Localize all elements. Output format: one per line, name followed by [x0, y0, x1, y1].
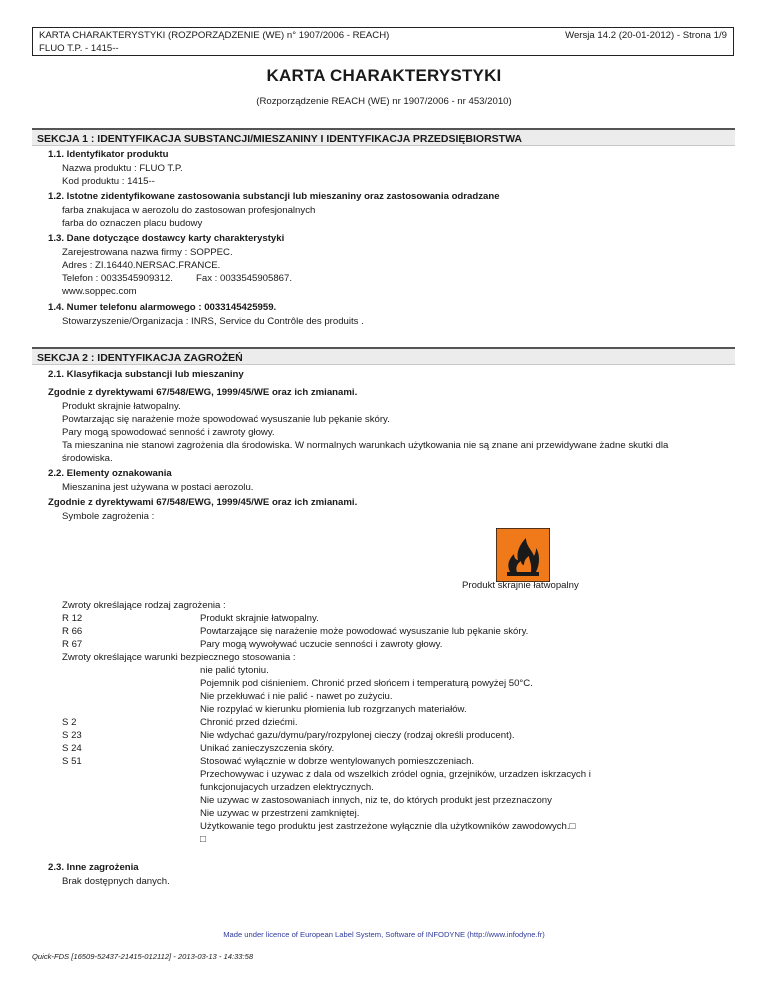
s-phrase-text: Nie rozpylać w kierunku płomienia lub rozgrzanych materiałów.: [200, 704, 467, 715]
s-phrases-label: Zwroty określające warunki bezpiecznego stosowania :: [62, 652, 296, 663]
header-version-page: Wersja 14.2 (20-01-2012) - Strona 1/9: [565, 30, 727, 41]
emergency-organisation: Stowarzyszenie/Organizacja : INRS, Service du Contrôle des produits .: [62, 316, 364, 327]
s-phrase-code: S 51: [62, 756, 82, 767]
s-phrase-text: Nie uzywac w przestrzeni zamkniętej.: [200, 808, 360, 819]
r-phrases-label: Zwroty określające rodzaj zagrożenia :: [62, 600, 226, 611]
flame-icon: [496, 528, 550, 582]
classification-line: środowiska.: [62, 453, 113, 464]
directive-note: Zgodnie z dyrektywami 67/548/EWG, 1999/45/WE oraz ich zmianami.: [48, 497, 358, 508]
s-phrase-code: S 2: [62, 717, 77, 728]
r-phrase-code: R 66: [62, 626, 83, 637]
classification-line: Pary mogą spowodować senność i zawroty głowy.: [62, 427, 275, 438]
s-phrase-code: S 24: [62, 743, 82, 754]
s-phrase-text: □: [200, 834, 206, 845]
classification-line: Produkt skrajnie łatwopalny.: [62, 401, 181, 412]
s-phrase-text: Przechowywac i uzywac z dala od wszelkich zródel ognia, grzejników, urzadzen iskrzacych i: [200, 769, 591, 780]
s-phrase-text: nie palić tytoniu.: [200, 665, 269, 676]
r-phrase-code: R 12: [62, 613, 83, 624]
pictogram-caption: Produkt skrajnie łatwopalny: [462, 580, 579, 591]
page-title: KARTA CHARAKTERYSTYKI: [266, 66, 502, 85]
subsection-1-4-title: 1.4. Numer telefonu alarmowego : 0033145425959.: [48, 302, 277, 313]
identified-use: farba znakujaca w aerozolu do zastosowan profesjonalnych: [62, 205, 316, 216]
company-website[interactable]: www.soppec.com: [62, 286, 137, 297]
s-phrase-text: Nie przekłuwać i nie palić - nawet po zużyciu.: [200, 691, 393, 702]
r-phrase-code: R 67: [62, 639, 83, 650]
classification-line: Ta mieszanina nie stanowi zagrożenia dla środowiska. W normalnych warunkach użytkowania nie są znane ani przewidywane żadne skutki dla: [62, 440, 669, 451]
r-phrase-text: Powtarzające się narażenie może powodować wysuszanie lub pękanie skóry.: [200, 626, 529, 637]
company-fax: Fax : 0033545905867.: [196, 273, 293, 284]
section-1-heading: SEKCJA 1 : IDENTYFIKACJA SUBSTANCJI/MIESZANINY I IDENTYFIKACJA PRZEDSIĘBIORSTWA: [32, 128, 735, 146]
header-regulation: KARTA CHARAKTERYSTYKI (ROZPORZĄDZENIE (WE) n° 1907/2006 - REACH): [39, 30, 390, 41]
directive-note: Zgodnie z dyrektywami 67/548/EWG, 1999/45/WE oraz ich zmianami.: [48, 387, 358, 398]
subsection-2-1-title: 2.1. Klasyfikacja substancji lub mieszaniny: [48, 369, 244, 380]
section-2-heading: SEKCJA 2 : IDENTYFIKACJA ZAGROŻEŃ: [32, 347, 735, 365]
aerosol-note: Mieszanina jest używana w postaci aerozolu.: [62, 482, 254, 493]
s-phrase-text: Pojemnik pod ciśnieniem. Chronić przed słońcem i temperaturą powyżej 50°C.: [200, 678, 533, 689]
classification-line: Powtarzając się narażenie może spowodować wysuszanie lub pękanie skóry.: [62, 414, 390, 425]
s-phrase-text: Nie wdychać gazu/dymu/pary/rozpylonej cieczy (rodzaj określi producent).: [200, 730, 515, 741]
product-code: Kod produktu : 1415--: [62, 176, 155, 187]
subsection-2-3-title: 2.3. Inne zagrożenia: [48, 862, 139, 873]
s-phrase-text: Stosować wyłącznie w dobrze wentylowanych pomieszczeniach.: [200, 756, 475, 767]
subsection-1-2-title: 1.2. Istotne zidentyfikowane zastosowania substancji lub mieszaniny oraz zastosowania odradzane: [48, 191, 500, 202]
licence-footer-link[interactable]: Made under licence of European Label System, Software of INFODYNE (http://www.infodyne.fr): [223, 930, 545, 939]
s-phrase-text: funkcjonujacych urzadzen elektrycznych.: [200, 782, 374, 793]
header-product: FLUO T.P. - 1415--: [39, 43, 119, 54]
s-phrase-text: Unikać zanieczyszczenia skóry.: [200, 743, 335, 754]
identified-use: farba do oznaczen placu budowy: [62, 218, 203, 229]
r-phrase-text: Pary mogą wywoływać uczucie senności i zawroty głowy.: [200, 639, 443, 650]
quickfds-footer: Quick-FDS [16509-52437-21415-012112] - 2013-03-13 - 14:33:58: [32, 952, 254, 961]
company-phone: Telefon : 0033545909312.: [62, 273, 173, 284]
product-name: Nazwa produktu : FLUO T.P.: [62, 163, 183, 174]
s-phrase-code: S 23: [62, 730, 82, 741]
subsection-1-3-title: 1.3. Dane dotyczące dostawcy karty charakterystyki: [48, 233, 285, 244]
company-address: Adres : ZI.16440.NERSAC.FRANCE.: [62, 260, 221, 271]
hazard-symbols-label: Symbole zagrożenia :: [62, 511, 155, 522]
other-hazards-text: Brak dostępnych danych.: [62, 876, 170, 887]
company-name: Zarejestrowana nazwa firmy : SOPPEC.: [62, 247, 233, 258]
r-phrase-text: Produkt skrajnie łatwopalny.: [200, 613, 319, 624]
document-header: [32, 27, 734, 56]
subsection-1-1-title: 1.1. Identyfikator produktu: [48, 149, 169, 160]
s-phrase-text: Chronić przed dziećmi.: [200, 717, 298, 728]
s-phrase-text: Użytkowanie tego produktu jest zastrzeżone wyłącznie dla użytkowników zawodowych.□: [200, 821, 576, 832]
page-subtitle: (Rozporządzenie REACH (WE) nr 1907/2006 - nr 453/2010): [256, 96, 512, 107]
subsection-2-2-title: 2.2. Elementy oznakowania: [48, 468, 172, 479]
s-phrase-text: Nie uzywac w zastosowaniach innych, niz te, do których produkt jest przeznaczony: [200, 795, 552, 806]
